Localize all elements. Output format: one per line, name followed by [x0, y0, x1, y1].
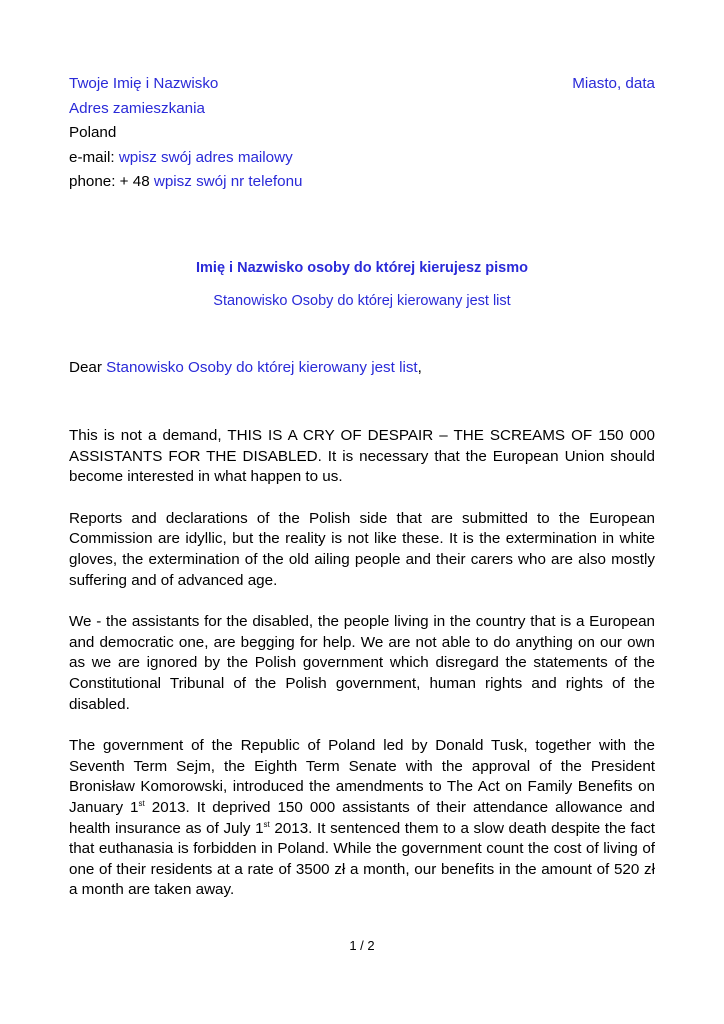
salutation-suffix: ,: [417, 359, 422, 376]
paragraph-4-part1: The government of the Republic of Poland led by Donald Tusk, together with the Seventh Term Sejm, the Eighth Term Senate with the approval of the President Bronisław Komorowski, introduced the amendments to The Act on Family Benefits on January 1: [69, 737, 655, 816]
paragraph-4-part2: 2013. It deprived 150 000 assistants of their attendance allowance and health insurance as of July 1: [69, 798, 656, 837]
salutation: [69, 359, 422, 376]
sender-block: [69, 72, 302, 195]
email-label: e-mail:: [69, 148, 115, 166]
ordinal-suffix-1: st: [138, 798, 145, 808]
place-date: Miasto, data: [572, 75, 655, 92]
paragraph-4-part3: 2013. It sentenced them to a slow death despite the fact that euthanasia is forbidden in Poland. While the government count the cost of living of one of their residents at a rate of 3500 zł a month, our benefits in the amount of 520 zł a month are taken away.: [69, 819, 656, 899]
sender-name: Twoje Imię i Nazwisko: [69, 75, 219, 92]
sender-email-line: [69, 146, 302, 171]
sender-country: Poland: [69, 124, 117, 141]
email-value: wpisz swój adres mailowy: [118, 148, 293, 166]
page-number: 1 / 2: [349, 938, 375, 953]
phone-value: wpisz swój nr telefonu: [153, 173, 303, 190]
recipient-name: Imię i Nazwisko osoby do której kierujesz pismo: [196, 260, 528, 276]
sender-address: Adres zamieszkania: [69, 99, 205, 117]
paragraph-1: This is not a demand, THIS IS A CRY OF DESPAIR – THE SCREAMS OF 150 000 ASSISTANTS FOR THE DISABLED. It is necessary that the European Union should become interested in what happen to us.: [69, 427, 655, 486]
paragraph-3: We - the assistants for the disabled, the people living in the country that is a European and democratic one, are begging for help. We are not able to do anything on our own as we are ignored by the Polish government which disregard the statements of the Constitutional Tribunal of the Polish government, human rights and rights of the disabled.: [69, 613, 655, 713]
paragraph-2: Reports and declarations of the Polish side that are submitted to the European Commission are idyllic, but the reality is not like these. It is the extermination in white gloves, the extermination of the old ailing people and their carers who are also mostly suffering and of advanced age.: [69, 509, 655, 589]
ordinal-suffix-2: st: [263, 819, 270, 829]
phone-label: phone: + 48: [69, 173, 150, 190]
recipient-position: Stanowisko Osoby do której kierowany jest list: [213, 293, 511, 309]
salutation-prefix: Dear: [69, 359, 102, 376]
salutation-name: Stanowisko Osoby do której kierowany jest list: [106, 359, 418, 376]
paragraph-4: [69, 736, 655, 901]
sender-phone-line: [69, 170, 302, 195]
letter-body: [69, 426, 655, 922]
